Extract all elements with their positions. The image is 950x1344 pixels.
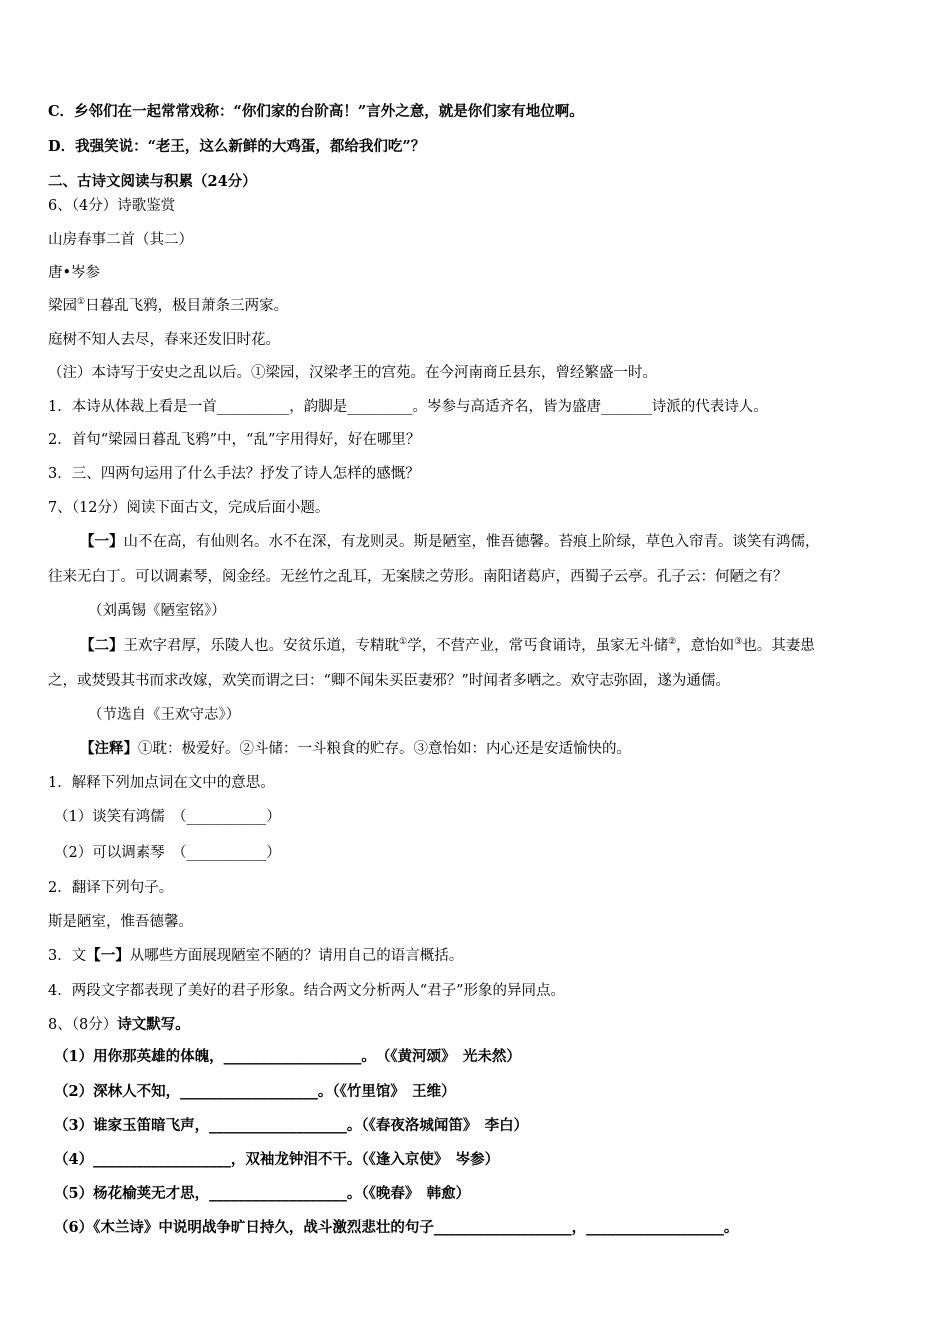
q7-1-2: （2）可以调素琴 （___________） bbox=[54, 845, 281, 861]
q6-1: 1．本诗从体裁上看是一首__________，韵脚是_________。岑参与高适齐名，皆为盛唐_______诗派的代表诗人。 bbox=[48, 399, 768, 415]
text1-source: （刘禹锡《陋室铭》） bbox=[88, 603, 226, 619]
q8-title: 8、（8分）诗文默写。 bbox=[48, 1016, 190, 1033]
notes: 【注释】①耽：极爱好。②斗储：一斗粮食的贮存。③意怡如：内心还是安适愉快的。 bbox=[80, 740, 631, 757]
q6-3: 3．三、四两句运用了什么手法？抒发了诗人怎样的感慨？ bbox=[48, 466, 420, 482]
q6-2: 2．首句“梁园日暮乱飞鸦”中，“乱”字用得好，好在哪里？ bbox=[48, 432, 421, 448]
q7-title: 7、（12分）阅读下面古文，完成后面小题。 bbox=[48, 500, 330, 516]
text2-source: （节选自《王欢守志》） bbox=[88, 707, 241, 723]
poem-title: 山房春事二首（其二） bbox=[48, 232, 193, 248]
q7-1: 1．解释下列加点词在文中的意思。 bbox=[48, 775, 275, 791]
q7-1-1: （1）谈笑有鸿儒 （___________） bbox=[54, 809, 281, 825]
text1-line-a: 【一】山不在高，有仙则名。水不在深，有龙则灵。斯是陋室，惟吾德馨。苔痕上阶绿，草色入帘青。谈笑有鸿儒， bbox=[80, 533, 820, 550]
q8-3: （3）谁家玉笛暗飞声，___________________。（《春夜洛城闻笛》 李白） bbox=[54, 1117, 529, 1134]
text2-line-b: 之，或焚毁其书而求改嫁，欢笑而谓之曰：“卿不闻朱买臣妻邪？”时闻者多哂之。欢守志弥固，遂为通儒。 bbox=[48, 673, 730, 689]
poem-line-1: 梁园①日暮乱飞鸦，极目萧条三两家。 bbox=[48, 297, 289, 314]
text1-line-b: 往来无白丁。可以调素琴，阅金经。无丝竹之乱耳，无案牍之劳形。南阳诸葛庐，西蜀子云亭。孔子云：何陋之有？ bbox=[48, 569, 788, 585]
q7-4: 4．两段文字都表现了美好的君子形象。结合两文分析两人“君子”形象的异同点。 bbox=[48, 983, 566, 999]
text2-line-a: 【二】王欢字君厚，乐陵人也。安贫乐道，专精耽①学，不营产业，常丐食诵诗，虽家无斗储②，意怡如③也。其妻患 bbox=[80, 637, 815, 654]
q7-3: 3．文【一】从哪些方面展现陋室不陋的？请用自己的语言概括。 bbox=[48, 947, 464, 964]
q6-title: 6、（4分）诗歌鉴赏 bbox=[48, 198, 176, 214]
section-heading: 二、古诗文阅读与积累（24分） bbox=[48, 173, 257, 190]
q8-1: （1）用你那英雄的体魄，___________________。 （《黄河颂》 光未然） bbox=[54, 1048, 521, 1065]
q7-2: 2．翻译下列句子。 bbox=[48, 880, 174, 896]
q8-4: （4）___________________，双袖龙钟泪不干。（《逢入京使》 岑参） bbox=[54, 1151, 500, 1168]
q8-5: （5）杨花榆荚无才思，___________________。（《晚春》 韩愈） bbox=[54, 1185, 471, 1202]
poem-note: （注）本诗写于安史之乱以后。①梁园，汉梁孝王的宫苑。在今河南商丘县东，曾经繁盛一时。 bbox=[48, 365, 657, 381]
q8-6: （6）《木兰诗》中说明战争旷日持久，战斗激烈悲壮的句子___________________，___________________。 bbox=[54, 1219, 739, 1236]
q8-2: （2）深林人不知，___________________。（《竹里馆》 王维） bbox=[54, 1083, 456, 1100]
poem-line-2: 庭树不知人去尽，春来还发旧时花。 bbox=[48, 332, 280, 348]
poem-author: 唐•岑参 bbox=[48, 265, 101, 281]
q7-2-sentence: 斯是陋室，惟吾德馨。 bbox=[48, 914, 193, 930]
option-d: D．我强笑说：“老王，这么新鲜的大鸡蛋，都给我们吃”？ bbox=[48, 138, 426, 155]
option-c: C．乡邻们在一起常常戏称：“你们家的台阶高！”言外之意，就是你们家有地位啊。 bbox=[48, 103, 584, 120]
